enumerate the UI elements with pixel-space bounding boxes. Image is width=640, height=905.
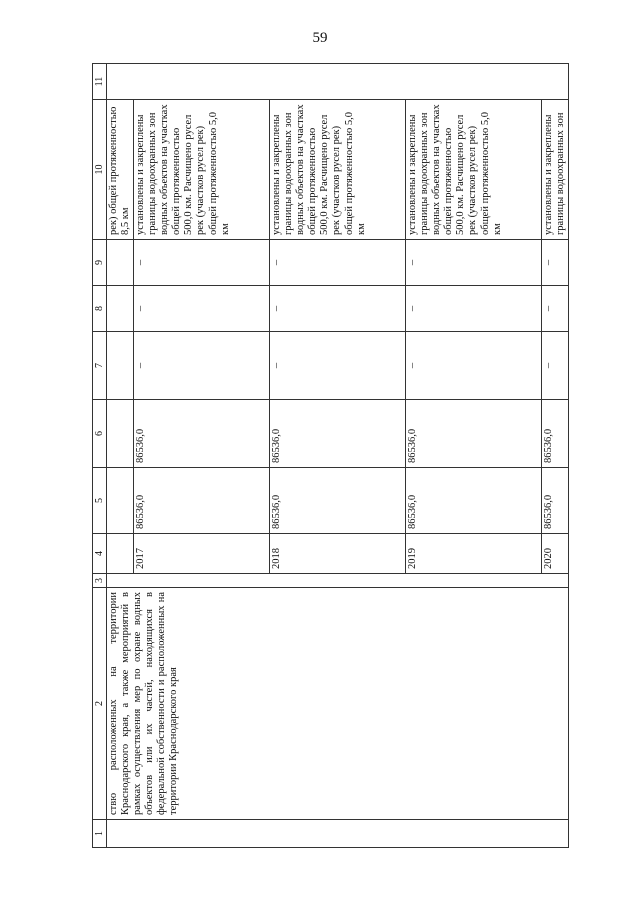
value-col7: – — [542, 332, 569, 400]
header-cell: 10 — [93, 100, 107, 240]
col1-cell — [107, 820, 569, 848]
header-cell: 3 — [93, 574, 107, 588]
value-col9: – — [406, 240, 542, 286]
description-cell: установлены и закреплены границы водоохранных зон водных объектов на участках общей протяженностью 500,0 км. Расчищено русел рек (участков русел рек) общей протяженностью 5,0 км — [270, 100, 406, 240]
header-cell: 7 — [93, 332, 107, 400]
value-col6: 86536,0 — [270, 400, 406, 468]
header-cell: 6 — [93, 400, 107, 468]
table-container — [92, 64, 567, 848]
data-table — [92, 63, 569, 848]
value-col5: 86536,0 — [542, 468, 569, 534]
header-cell: 9 — [93, 240, 107, 286]
year-cell: 2019 — [406, 534, 542, 574]
value-col9: – — [270, 240, 406, 286]
year-cell: 2020 — [542, 534, 569, 574]
value-col5: 86536,0 — [134, 468, 270, 534]
header-cell: 2 — [93, 588, 107, 820]
value-col9: – — [542, 240, 569, 286]
value-col8: – — [134, 286, 270, 332]
header-cell: 1 — [93, 820, 107, 848]
col11-cell — [107, 64, 569, 100]
row0-col10: рек) общей протяженностью 8,5 км — [107, 100, 134, 240]
rotated-table — [92, 64, 567, 848]
description-cell: установлены и закреплены границы водоохранных зон водных объектов на участках общей протяженностью 500,0 км. Расчищено русел рек (участков русел рек) общей протяженностью 5,0 км — [406, 100, 542, 240]
value-col8: – — [270, 286, 406, 332]
year-cell: 2018 — [270, 534, 406, 574]
value-col5: 86536,0 — [406, 468, 542, 534]
value-col6: 86536,0 — [134, 400, 270, 468]
measure-description: ствю расположенных на территории Краснодарского края, а также мероприятий в рамках осуществления мер по охране водных объектов или их частей, находящихся в федеральной собственности и расположенных на территории Краснодарского края — [107, 588, 569, 820]
value-col7: – — [406, 332, 542, 400]
value-col5: 86536,0 — [270, 468, 406, 534]
col3-cell — [107, 574, 569, 588]
header-cell: 11 — [93, 64, 107, 100]
value-col6: 86536,0 — [406, 400, 542, 468]
header-row — [93, 64, 107, 848]
value-col7: – — [134, 332, 270, 400]
value-col9: – — [134, 240, 270, 286]
page-number: 59 — [312, 30, 328, 46]
table-row — [107, 64, 134, 848]
year-cell: 2017 — [134, 534, 270, 574]
description-cell: установлены и закреплены границы водоохранных зон водных объектов на участках общей протяженностью 500,0 км. Расчищено русел рек (участков русел рек) общей протяженностью 5,0 км — [134, 100, 270, 240]
header-cell: 5 — [93, 468, 107, 534]
value-col8: – — [542, 286, 569, 332]
header-cell: 8 — [93, 286, 107, 332]
value-col7: – — [270, 332, 406, 400]
value-col6: 86536,0 — [542, 400, 569, 468]
description-cell: установлены и закреплены границы водоохранных зон — [542, 100, 569, 240]
value-col8: – — [406, 286, 542, 332]
header-cell: 4 — [93, 534, 107, 574]
